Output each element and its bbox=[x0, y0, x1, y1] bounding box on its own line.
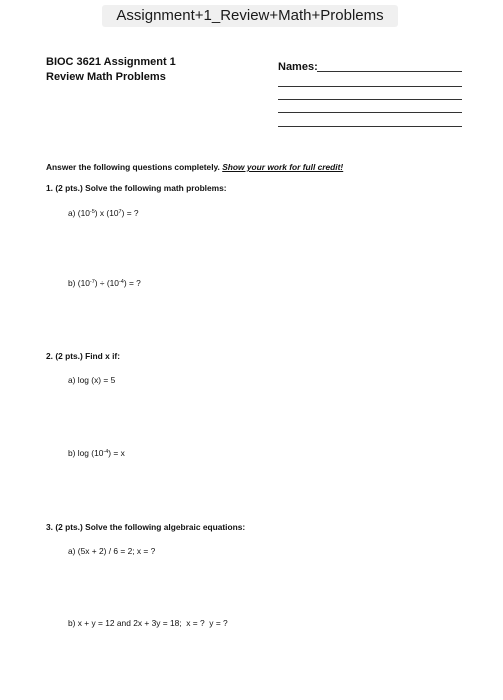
question-1-prompt: Solve the following math problems: bbox=[85, 183, 227, 193]
question-2a-text: log (x) = 5 bbox=[77, 375, 116, 385]
question-3a bbox=[68, 546, 155, 556]
instructions bbox=[46, 162, 343, 172]
question-2-heading bbox=[46, 351, 120, 361]
question-1a bbox=[68, 208, 139, 218]
question-2b-text: $\log (10^{-4}) = x$ bbox=[77, 448, 125, 458]
subtitle-heading: Review Math Problems bbox=[46, 71, 166, 83]
question-1b bbox=[68, 278, 141, 288]
names-label: Names: bbox=[278, 61, 318, 73]
course-heading: BIOC 3621 Assignment 1 bbox=[46, 56, 176, 68]
question-2a-label: a) bbox=[68, 375, 76, 385]
question-3a-text: (5x + 2) / 6 = 2; x = ? bbox=[77, 546, 156, 556]
name-line-5 bbox=[278, 126, 462, 127]
question-1b-label: b) bbox=[68, 278, 76, 288]
question-3-points: (2 pts.) bbox=[55, 522, 83, 532]
question-1-points: (2 pts.) bbox=[55, 183, 83, 193]
question-3-prompt: Solve the following algebraic equations: bbox=[85, 522, 246, 532]
question-2b-label: b) bbox=[68, 448, 76, 458]
question-3b-label: b) bbox=[68, 618, 76, 628]
question-2-points: (2 pts.) bbox=[55, 351, 83, 361]
document-title: Assignment+1_Review+Math+Problems bbox=[102, 5, 398, 27]
name-line-3 bbox=[278, 99, 462, 100]
question-3-heading bbox=[46, 522, 245, 532]
name-line-2 bbox=[278, 86, 462, 87]
question-1-heading bbox=[46, 183, 227, 193]
question-3b bbox=[68, 618, 228, 628]
question-2-number: 2. bbox=[46, 351, 53, 361]
name-line-1 bbox=[317, 71, 462, 72]
question-1b-text: $(10^{-7}) \div (10^{-4})$ = ? bbox=[77, 278, 141, 288]
question-2-prompt: Find x if: bbox=[85, 351, 120, 361]
question-2a bbox=[68, 375, 115, 385]
question-1a-label: a) bbox=[68, 208, 76, 218]
instructions-emphasis: Show your work for full credit! bbox=[222, 162, 344, 172]
question-3a-label: a) bbox=[68, 546, 76, 556]
name-line-4 bbox=[278, 112, 462, 113]
question-1-number: 1. bbox=[46, 183, 53, 193]
question-3b-text: x + y = 12 and 2x + 3y = 18; x = ? y = ? bbox=[77, 618, 228, 628]
question-3-number: 3. bbox=[46, 522, 53, 532]
question-1a-text: $(10^{-5})$ x $(10^7)$ = ? bbox=[77, 208, 139, 218]
question-2b bbox=[68, 448, 125, 458]
instructions-text: Answer the following questions completely. bbox=[46, 162, 220, 172]
